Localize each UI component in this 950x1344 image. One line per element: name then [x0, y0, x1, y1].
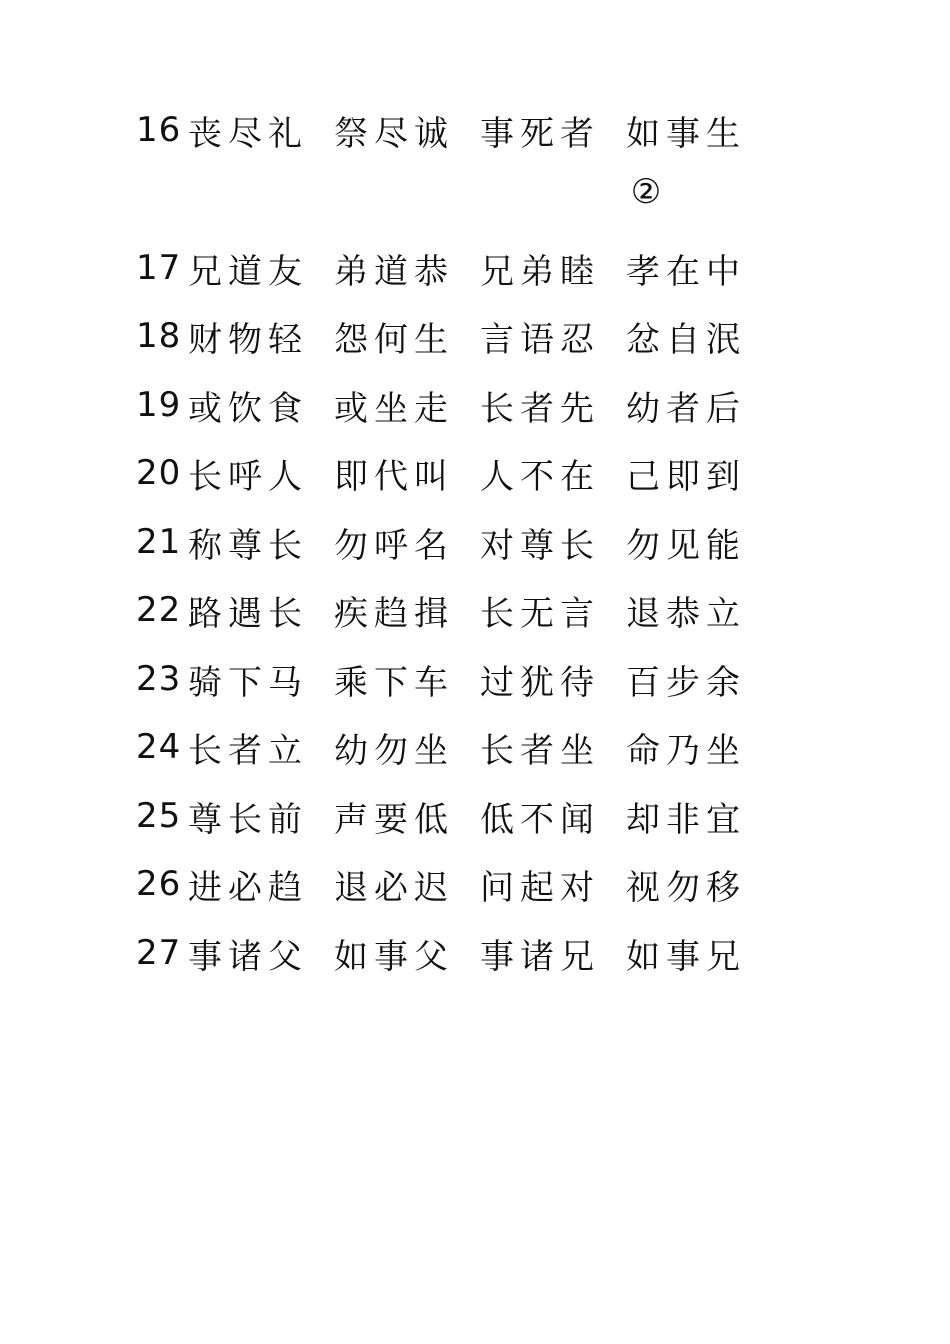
verse-phrase: 百步余: [626, 662, 746, 703]
verse-phrase: 己即到: [626, 456, 746, 497]
verse-phrase: 即代叫: [334, 456, 454, 497]
verse-phrase: 怨何生: [334, 319, 454, 360]
verse-phrase: 疾趋揖: [334, 593, 454, 634]
verse-phrase: 退必迟: [334, 867, 454, 908]
verse-phrase: 骑下马: [188, 662, 308, 703]
line-number: 19: [136, 385, 182, 425]
verse-line-26: [136, 856, 766, 912]
verse-phrase: 对尊长: [480, 525, 600, 566]
verse-phrase: 人不在: [480, 456, 600, 497]
verse-phrase: 事诸兄: [480, 936, 600, 977]
verse-phrase: 长者先: [480, 388, 600, 429]
verse-phrase: 如事父: [334, 936, 454, 977]
verse-phrase: 忿自泯: [626, 319, 746, 360]
verse-phrase: 路遇长: [188, 593, 308, 634]
verse-phrase: 进必趋: [188, 867, 308, 908]
line-number: 25: [136, 796, 182, 836]
verse-phrase: 乘下车: [334, 662, 454, 703]
verse-line-19: [136, 377, 766, 433]
verse-phrase: 幼勿坐: [334, 730, 454, 771]
verse-phrase: 称尊长: [188, 525, 308, 566]
line-number: 20: [136, 453, 182, 493]
verse-phrase: 长呼人: [188, 456, 308, 497]
verse-phrase: 或饮食: [188, 388, 308, 429]
verse-phrase: 过犹待: [480, 662, 600, 703]
verse-line-22: [136, 582, 766, 638]
verse-phrase: 长者立: [188, 730, 308, 771]
verse-phrase: 如事兄: [626, 936, 746, 977]
verse-phrase: 兄道友: [188, 251, 308, 292]
verse-phrase: 事诸父: [188, 936, 308, 977]
line-number: 27: [136, 933, 182, 973]
verse-phrase: 长者坐: [480, 730, 600, 771]
verse-phrase: 声要低: [334, 799, 454, 840]
verse-phrase: 低不闻: [480, 799, 600, 840]
verse-line-17: [136, 240, 766, 296]
verse-phrase: 幼者后: [626, 388, 746, 429]
verse-phrase: 勿呼名: [334, 525, 454, 566]
verse-line-21: [136, 514, 766, 570]
verse-phrase: 问起对: [480, 867, 600, 908]
line-number: 18: [136, 316, 182, 356]
line-number: 24: [136, 727, 182, 767]
verse-phrase: 兄弟睦: [480, 251, 600, 292]
line-number: 17: [136, 248, 182, 288]
verse-phrase: 如事生: [626, 113, 746, 154]
verse-phrase: 视勿移: [626, 867, 746, 908]
line-number: 22: [136, 590, 182, 630]
verse-line-20: [136, 445, 766, 501]
verse-phrase: 长无言: [480, 593, 600, 634]
verse-phrase: 孝在中: [626, 251, 746, 292]
verse-phrase: 言语忍: [480, 319, 600, 360]
verse-line-24: [136, 719, 766, 775]
circled-page-marker: ②: [630, 172, 662, 212]
verse-phrase: 弟道恭: [334, 251, 454, 292]
verse-phrase: 或坐走: [334, 388, 454, 429]
verse-line-16: [136, 102, 766, 158]
line-number: 16: [136, 110, 182, 150]
verse-phrase: 丧尽礼: [188, 113, 308, 154]
verse-phrase: 祭尽诚: [334, 113, 454, 154]
verse-phrase: 尊长前: [188, 799, 308, 840]
verse-phrase: 勿见能: [626, 525, 746, 566]
verse-phrase: 退恭立: [626, 593, 746, 634]
line-number: 26: [136, 864, 182, 904]
line-number: 21: [136, 522, 182, 562]
verse-phrase: 事死者: [480, 113, 600, 154]
verse-line-23: [136, 651, 766, 707]
verse-phrase: 却非宜: [626, 799, 746, 840]
verse-phrase: 命乃坐: [626, 730, 746, 771]
verse-phrase: 财物轻: [188, 319, 308, 360]
verse-line-27: [136, 925, 766, 981]
verse-line-18: [136, 308, 766, 364]
line-number: 23: [136, 659, 182, 699]
verse-line-25: [136, 788, 766, 844]
